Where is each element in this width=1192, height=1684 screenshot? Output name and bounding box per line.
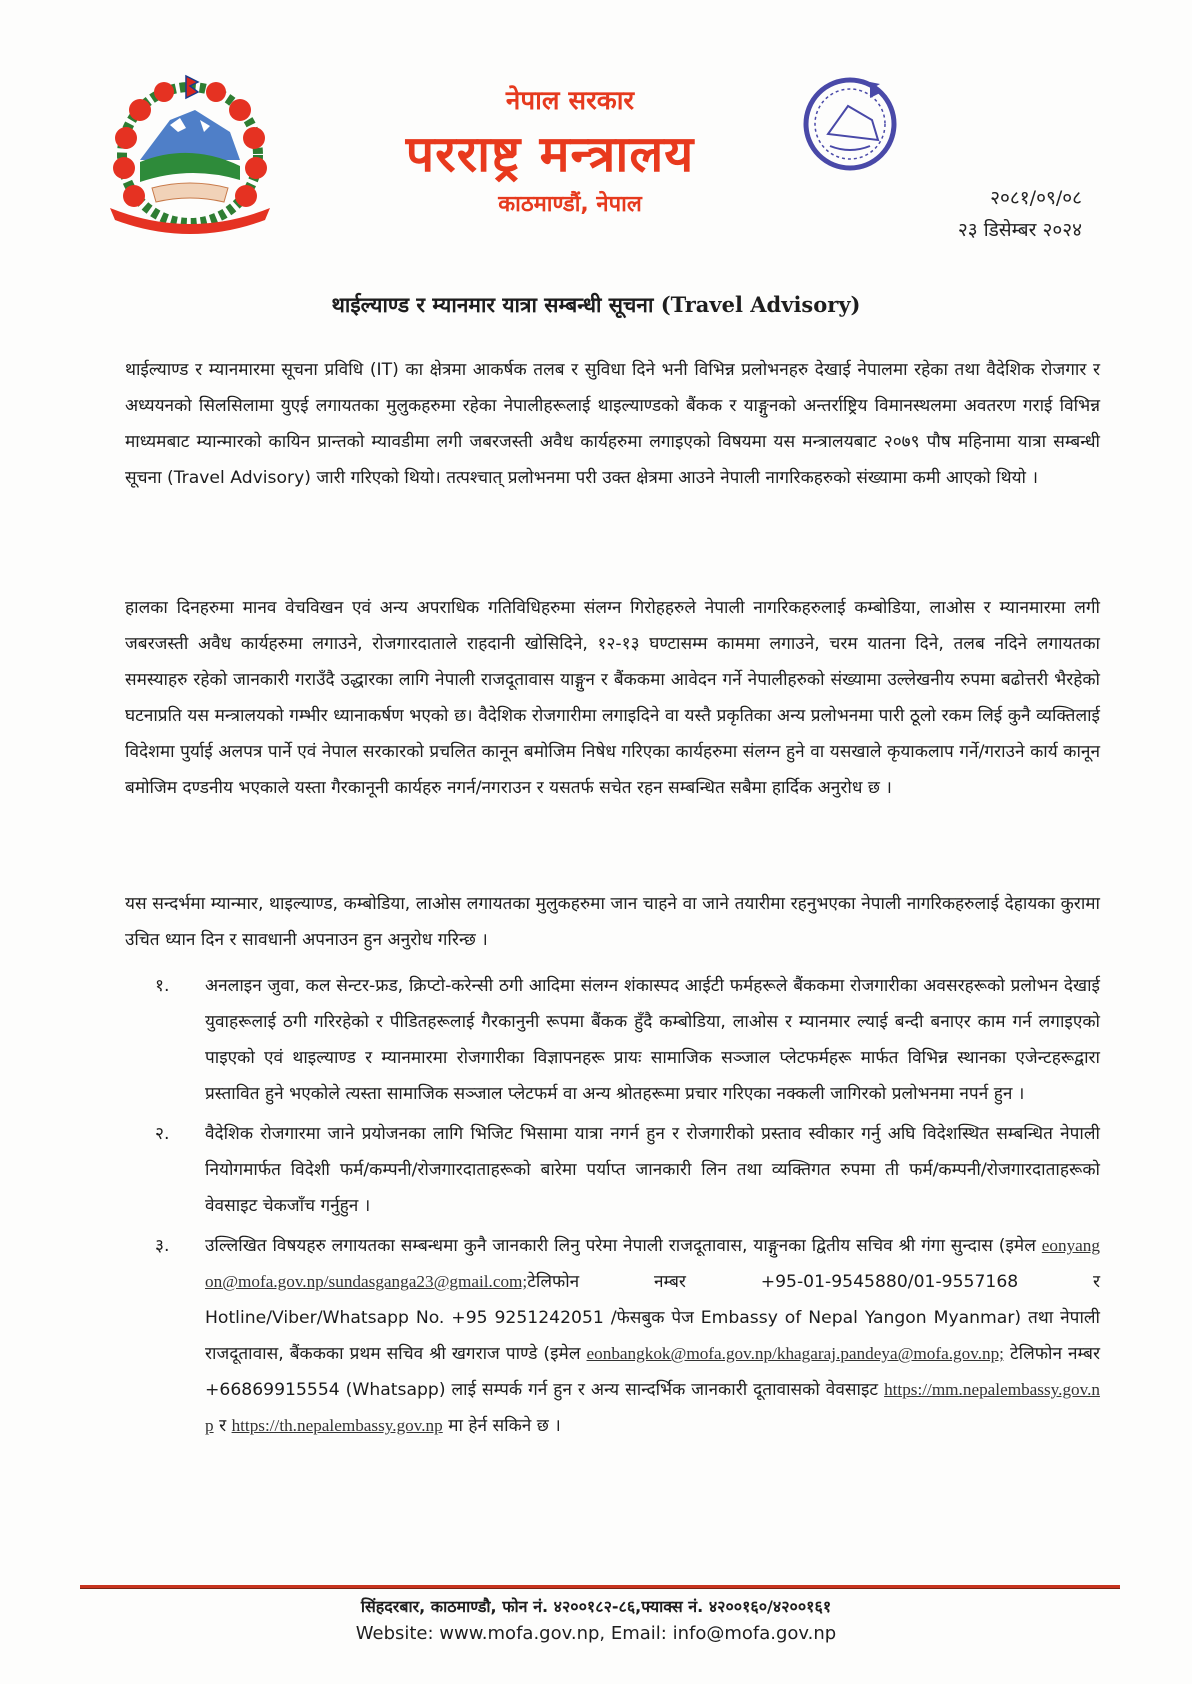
paragraph-3: यस सन्दर्भमा म्यान्मार, थाइल्याण्ड, कम्बोडिया, लाओस लगायतका मुलुकहरुमा जान चाहने वा जाने तयारीमा रहनुभएका नेपाली नागरिकहरुलाई देहायका कुरामा उचित ध्यान दिन र सावधानी अपनाउन हुन अनुरोध गरिन्छ ।: [125, 894, 1100, 950]
paragraph-2: हालका दिनहरुमा मानव वेचविखन एवं अन्य अपराधिक गतिविधिहरुमा संलग्न गिरोहहरुले नेपाली नागरिकहरुलाई कम्बोडिया, लाओस र म्यानमारमा लगी जबरजस्ती अवैध कार्यहरुमा लगाउने, रोजगारदाताले राहदानी खोसिदिने, १२-१३ घण्टासम्म काममा लगाउने, चरम यातना दिने, तलब नदिने लगायतका समस्याहरु रहेको जानकारी गराउँदै उद्धारका लागि नेपाली राजदूतावास याङ्गुन र बैंककमा आवेदन गर्ने नेपालीहरुको संख्यामा उल्लेखनीय रुपमा बढोत्तरी भैरहेको घटनाप्रति यस मन्त्रालयको गम्भीर ध्यानाकर्षण भएको छ। वैदेशिक रोजगारीमा लगाइदिने वा यस्तै प्रकृतिका अन्य प्रलोभनमा पारी ठूलो रकम लिई कुनै व्यक्तिलाई विदेशमा पुर्याई अलपत्र पार्ने एवं नेपाल सरकारको प्रचलित कानून बमोजिम निषेध गरिएका कार्यहरुमा संलग्न हुने वा यसखाले कृयाकलाप गर्ने/गराउने कार्य कानून बमोजिम दण्डनीय भएकाले यस्ता गैरकानूनी कार्यहरु नगर्न/नगराउन र यसतर्फ सचेत रहन सम्बन्धित सबैमा हार्दिक अनुरोध छ ।: [125, 598, 1100, 798]
list-item: [155, 1228, 1100, 1444]
footer-contact: Website: www.mofa.gov.np, Email: info@mofa.gov.np: [355, 1623, 837, 1644]
list-item-text: वैदेशिक रोजगारमा जाने प्रयोजनका लागि भिजिट भिसामा यात्रा नगर्न हुन र रोजगारीको प्रस्ताव स्वीकार गर्नु अघि विदेशस्थित सम्बन्धित नेपाली नियोगमार्फत विदेशी फर्म/कम्पनी/रोजगारदाताहरूको बारेमा पर्याप्त जानकारी लिन तथा व्यक्तिगत रुपमा ती फर्म/कम्पनी/रोजगारदाताहरूको वेवसाइट चेकजाँच गर्नुहुन ।: [205, 1124, 1100, 1216]
list-item-number: १.: [155, 976, 170, 996]
email-link-bangkok[interactable]: eonbangkok@mofa.gov.np/khagaraj.pandeya@mofa.gov.np;: [586, 1344, 1004, 1363]
list-item-text: अनलाइन जुवा, कल सेन्टर-फ्रड, क्रिप्टो-करेन्सी ठगी आदिमा संलग्न शंकास्पद आईटी फर्महरूले बैंककमा रोजगारीका अवसरहरूको प्रलोभन देखाई युवाहरूलाई ठगी गरिरहेको र पीडितहरूलाई गैरकानुनी रूपमा बैंकक हुँदै कम्बोडिया, लाओस र म्यानमार ल्याई बन्दी बनाएर काम गर्न लगाइएको पाइएको एवं थाइल्याण्ड र म्यानमारमा रोजगारीका विज्ञापनहरू प्रायः सामाजिक सञ्जाल प्लेटफर्महरू मार्फत विभिन्न स्थानका एजेन्टहरूद्वारा प्रस्तावित हुने भएकोले त्यस्ता सामाजिक सञ्जाल प्लेटफर्म वा अन्य श्रोतहरूमा प्रचार गरिएका नक्कली जागिरको प्रलोभनमा नपर्न हुन ।: [205, 976, 1100, 1104]
official-stamp-icon: [800, 74, 900, 174]
list-item-text: [205, 1228, 1100, 1444]
website-link-thailand[interactable]: https://th.nepalembassy.gov.np: [231, 1416, 443, 1435]
contact-text-e: मा हेर्न सकिने छ ।: [448, 1416, 561, 1436]
website-link-myanmar[interactable]: https://mm.nepalembassy.gov.np: [205, 1380, 1100, 1435]
footer-address: सिंहदरबार, काठमाण्डौ, फोन नं. ४२००१८२-८६,फ्याक्स नं. ४२००१६०/४२००१६१: [360, 1597, 832, 1616]
nepal-emblem-icon: [100, 70, 280, 245]
letterhead-government: नेपाल सरकार: [505, 86, 635, 116]
date-gregorian: २३ डिसेम्बर २०२४: [957, 219, 1082, 241]
list-item: [155, 968, 1100, 1112]
contact-text-d: र: [219, 1416, 227, 1436]
date-nepali: २०८१/०९/०८: [990, 187, 1082, 209]
email-link-yangon[interactable]: eonyangon@mofa.gov.np/sundasganga23@gmail.com;: [205, 1236, 1100, 1291]
contact-text-c: टेलिफोन नम्बर +66869915554 (Whatsapp) लाई सम्पर्क गर्न हुन र अन्य सान्दर्भिक जानकारी दूतावासको वेवसाइट: [205, 1344, 1100, 1400]
list-item-number: २.: [155, 1124, 170, 1144]
list-item: [155, 1116, 1100, 1224]
letter-date: [958, 182, 1082, 246]
letterhead-ministry: परराष्ट्र मन्त्रालय: [405, 125, 695, 183]
paragraph-1: थाईल्याण्ड र म्यानमारमा सूचना प्रविधि (IT) का क्षेत्रमा आकर्षक तलब र सुविधा दिने भनी विभिन्न प्रलोभनहरु देखाई नेपालमा रहेका तथा वैदेशिक रोजगार र अध्ययनको सिलसिलामा युएई लगायतका मुलुकहरुमा रहेका नेपालीहरूलाई थाइल्याण्डको बैंकक र याङ्गुनको अन्तर्राष्ट्रिय विमानस्थलमा अवतरण गराई विभिन्न माध्यमबाट म्यान्मारको कायिन प्रान्तको म्यावडीमा लगी जबरजस्ती अवैध कार्यहरुमा लगाइएको विषयमा यस मन्त्रालयबाट २०७९ पौष महिनामा यात्रा सम्बन्धी सूचना (Travel Advisory) जारी गरिएको थियो। तत्पश्चात् प्रलोभनमा परी उक्त क्षेत्रमा आउने नेपाली नागरिकहरुको संख्यामा कमी आएको थियो ।: [125, 360, 1100, 488]
contact-text-a: उल्लिखित विषयहरु लगायतका सम्बन्धमा कुनै जानकारी लिनु परेमा नेपाली राजदूतावास, याङ्गुनका द्वितीय सचिव श्री गंगा सुन्दास (इमेल: [205, 1236, 1036, 1256]
letterhead-location: काठमाण्डौं, नेपाल: [498, 192, 642, 217]
contact-text-b: टेलिफोन नम्बर +95-01-9545880/01-9557168 र Hotline/Viber/Whatsapp No. +95 9251242051 /फेसबुक पेज Embassy of Nepal Yangon Myanmar) तथा नेपाली राजदूतावास, बैंककका प्रथम सचिव श्री खगराज पाण्डे (इमेल: [205, 1272, 1100, 1364]
letter-subject: थाईल्याण्ड र म्यानमार यात्रा सम्बन्धी सूचना (Travel Advisory): [331, 292, 861, 317]
footer-divider-shadow: [80, 1588, 1120, 1589]
list-item-number: ३.: [155, 1236, 170, 1256]
advisory-list: [155, 968, 1100, 1448]
